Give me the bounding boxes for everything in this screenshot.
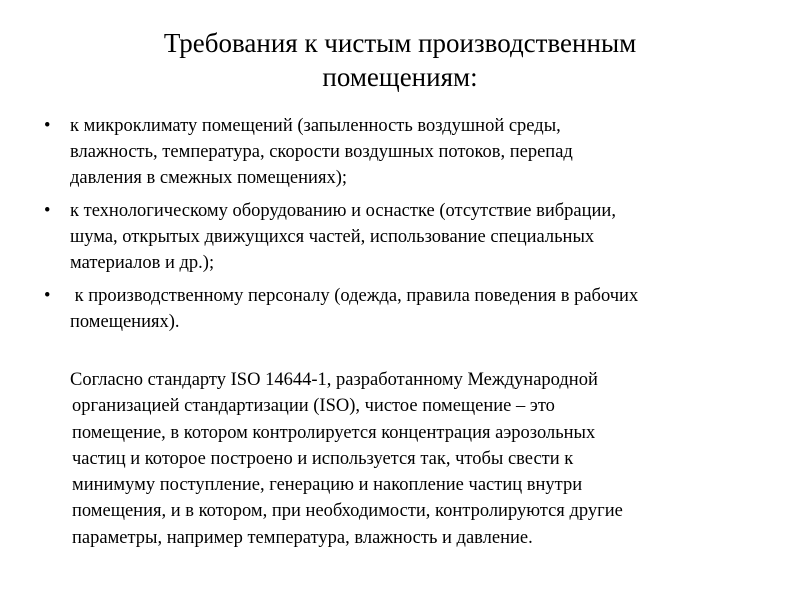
text-line: к технологическому оборудованию и оснастке (отсутствие вибрации,: [70, 201, 616, 221]
title-line: помещениям:: [322, 62, 478, 92]
text-line: минимуму поступление, генерацию и накопление частиц внутри: [72, 475, 583, 496]
text-line: давления в смежных помещениях);: [70, 168, 348, 188]
title-line: Требования к чистым производственным: [163, 28, 637, 58]
text-line: к производственному персоналу (одежда, правила поведения в рабочих: [70, 286, 639, 306]
text-line: помещения, и в котором, при необходимости, контролируются другие: [72, 501, 623, 522]
text-line: к микроклимату помещений (запыленность воздушной среды,: [70, 116, 561, 136]
requirements-list: [44, 113, 784, 342]
list-item: [44, 113, 784, 191]
text-line: помещениях).: [70, 312, 180, 332]
bullet-icon: •: [44, 286, 51, 306]
bullet-icon: •: [44, 201, 51, 221]
slide-title: [0, 26, 800, 94]
text-line: частиц и которое построено и используется так, чтобы свести к: [72, 448, 574, 469]
iso-definition-paragraph: [70, 367, 770, 551]
list-item: [44, 198, 784, 276]
text-line: Согласно стандарту ISO 14644-1, разработанному Международной: [70, 370, 598, 390]
text-line: параметры, например температура, влажность и давление.: [72, 527, 533, 548]
text-line: организацией стандартизации (ISO), чистое помещение – это: [72, 396, 555, 417]
bullet-icon: •: [44, 116, 51, 136]
text-line: шума, открытых движущихся частей, использование специальных: [70, 227, 595, 247]
list-item: [44, 283, 784, 335]
text-line: помещение, в котором контролируется концентрация аэрозольных: [72, 422, 596, 443]
text-line: материалов и др.);: [70, 253, 215, 273]
text-line: влажность, температура, скорости воздушных потоков, перепад: [70, 142, 573, 162]
